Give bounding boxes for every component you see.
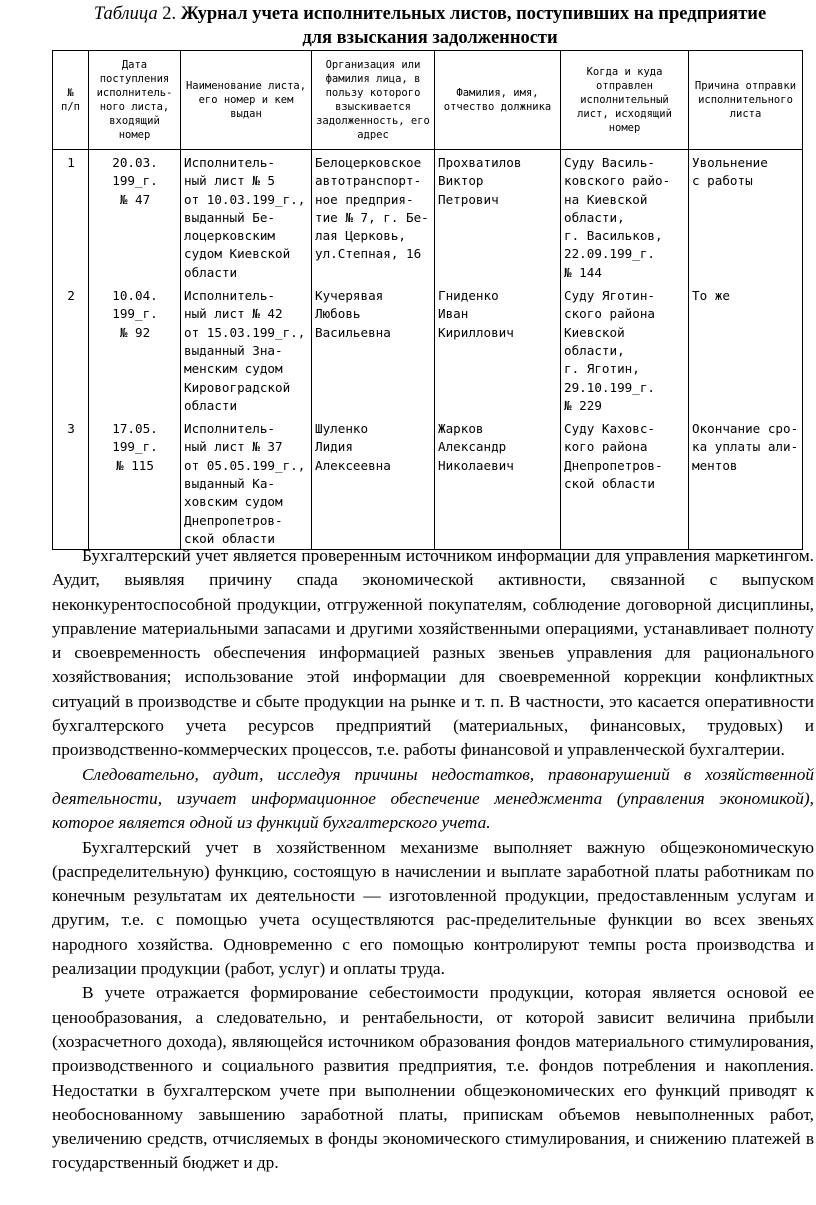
cell-index: 2 <box>53 283 89 416</box>
cell-reason: Окончание сро- ка уплаты али- ментов <box>689 416 803 550</box>
caption-title: Журнал учета исполнительных листов, поступивших на предприятие для взыскания задолженности <box>180 4 767 48</box>
header-debtor: Фамилия, имя, отчество должника <box>435 51 561 150</box>
paragraph: Бухгалтерский учет является проверенным источником информации для управления маркетингом. Аудит, выявляя причину спада экономической активности, связанной с выпуском неконкурентоспособной продукции, отгруженной покупателям, соблюдение договорной дисциплины, управление материальными запасами и другими хозяйственными операциями, устанавливает полноту и своевременность обеспечения информацией разных звеньев управления для рационального хозяйствования; использование этой информации для своевременной коррекции конфликтных ситуаций в производстве и сбыте продукции на рынке и т. п. В частности, это касается оперативности бухгалтерского учета ресурсов предприятий (материальных, финансовых, трудовых) и производственно-коммерческих процессов, т.е. работы финансовой и управленческой бухгалтерии. <box>52 546 814 760</box>
table-caption <box>80 2 780 50</box>
cell-debtor: Жарков Александр Николаевич <box>435 416 561 550</box>
body-text <box>52 544 814 1176</box>
cell-writ-name: Исполнитель- ный лист № 37 от 05.05.199_г., выданный Ка- ховским судом Днепропетров- ской области <box>181 416 312 550</box>
header-index: № п/п <box>53 51 89 150</box>
header-writ-name: Наименование листа, его номер и кем выдан <box>181 51 312 150</box>
cell-creditor: Кучерявая Любовь Васильевна <box>312 283 435 416</box>
paragraph: Бухгалтерский учет в хозяйственном механизме выполняет важную общеэкономическую (распределительную) функцию, состоящую в начислении и выплате заработной платы работникам по конечным результатам их деятельности — изготовленной продукции, предоставленным услугам и другим, т.е. с помощью учета осуществляются рас-пределительные функции во всех звеньях народного хозяйства. Одновременно с его помощью контролируют темпы роста производства и реализации продукции (работ, услуг) и оплаты труда. <box>52 837 814 979</box>
cell-creditor: Шуленко Лидия Алексеевна <box>312 416 435 550</box>
paragraph-emphasis: Следовательно, аудит, исследуя причины недостатков, правонарушений в хозяйственной деятельности, изучает информационное обеспечение менеджмента (управления экономикой), которое является одной из функций бухгалтерского учета. <box>52 764 814 833</box>
table-row <box>53 416 803 550</box>
writs-register-table <box>52 50 803 550</box>
header-creditor: Организация или фамилия лица, в пользу которого взыскивается задолженность, его адрес <box>312 51 435 150</box>
paragraph: В учете отражается формирование себестоимости продукции, которая является основой ее ценообразования, а следовательно, и рентабельности, от которой зависит величина прибыли (хозрасчетного дохода), являющейся источником образования фондов материального стимулирования, производственного и социального развития предприятия, т.е. фондов потребления и накопления. Недостатки в бухгалтерском учете при выполнении общеэкономических его функций приводят к необоснованному завышению заработной платы, припискам объемов невыполненных работ, увеличению средств, отчисляемых в фонды экономического стимулирования, и снижению платежей в государственный бюджет и др. <box>52 983 814 1173</box>
cell-debtor: Прохватилов Виктор Петрович <box>435 150 561 284</box>
table-row <box>53 283 803 416</box>
cell-sent: Суду Василь- ковского райо- на Киевской области, г. Васильков, 22.09.199_г. № 144 <box>561 150 689 284</box>
table-header-row <box>53 51 803 150</box>
cell-receipt-date: 10.04. 199_г. № 92 <box>89 283 181 416</box>
cell-index: 3 <box>53 416 89 550</box>
table-row <box>53 150 803 284</box>
cell-writ-name: Исполнитель- ный лист № 5 от 10.03.199_г., выданный Бе- лоцерковским судом Киевской области <box>181 150 312 284</box>
cell-sent: Суду Яготин- ского района Киевской области, г. Яготин, 29.10.199_г. № 229 <box>561 283 689 416</box>
cell-writ-name: Исполнитель- ный лист № 42 от 15.03.199_г., выданный Зна- менским судом Кировоградской области <box>181 283 312 416</box>
cell-receipt-date: 20.03. 199_г. № 47 <box>89 150 181 284</box>
cell-reason: То же <box>689 283 803 416</box>
caption-number: 2. <box>162 4 177 24</box>
cell-creditor: Белоцерковское автотранспорт- ное предприя- тие № 7, г. Бе- лая Церковь, ул.Степная, 16 <box>312 150 435 284</box>
cell-sent: Суду Каховс- кого района Днепропетров- ской области <box>561 416 689 550</box>
header-reason: Причина отправки исполнительного листа <box>689 51 803 150</box>
caption-label: Таблица <box>93 4 158 24</box>
cell-reason: Увольнение с работы <box>689 150 803 284</box>
cell-index: 1 <box>53 150 89 284</box>
header-receipt-date: Дата поступления исполнитель-ного листа, входящий номер <box>89 51 181 150</box>
header-sent: Когда и куда отправлен исполнительный лист, исходящий номер <box>561 51 689 150</box>
cell-receipt-date: 17.05. 199_г. № 115 <box>89 416 181 550</box>
cell-debtor: Гниденко Иван Кириллович <box>435 283 561 416</box>
